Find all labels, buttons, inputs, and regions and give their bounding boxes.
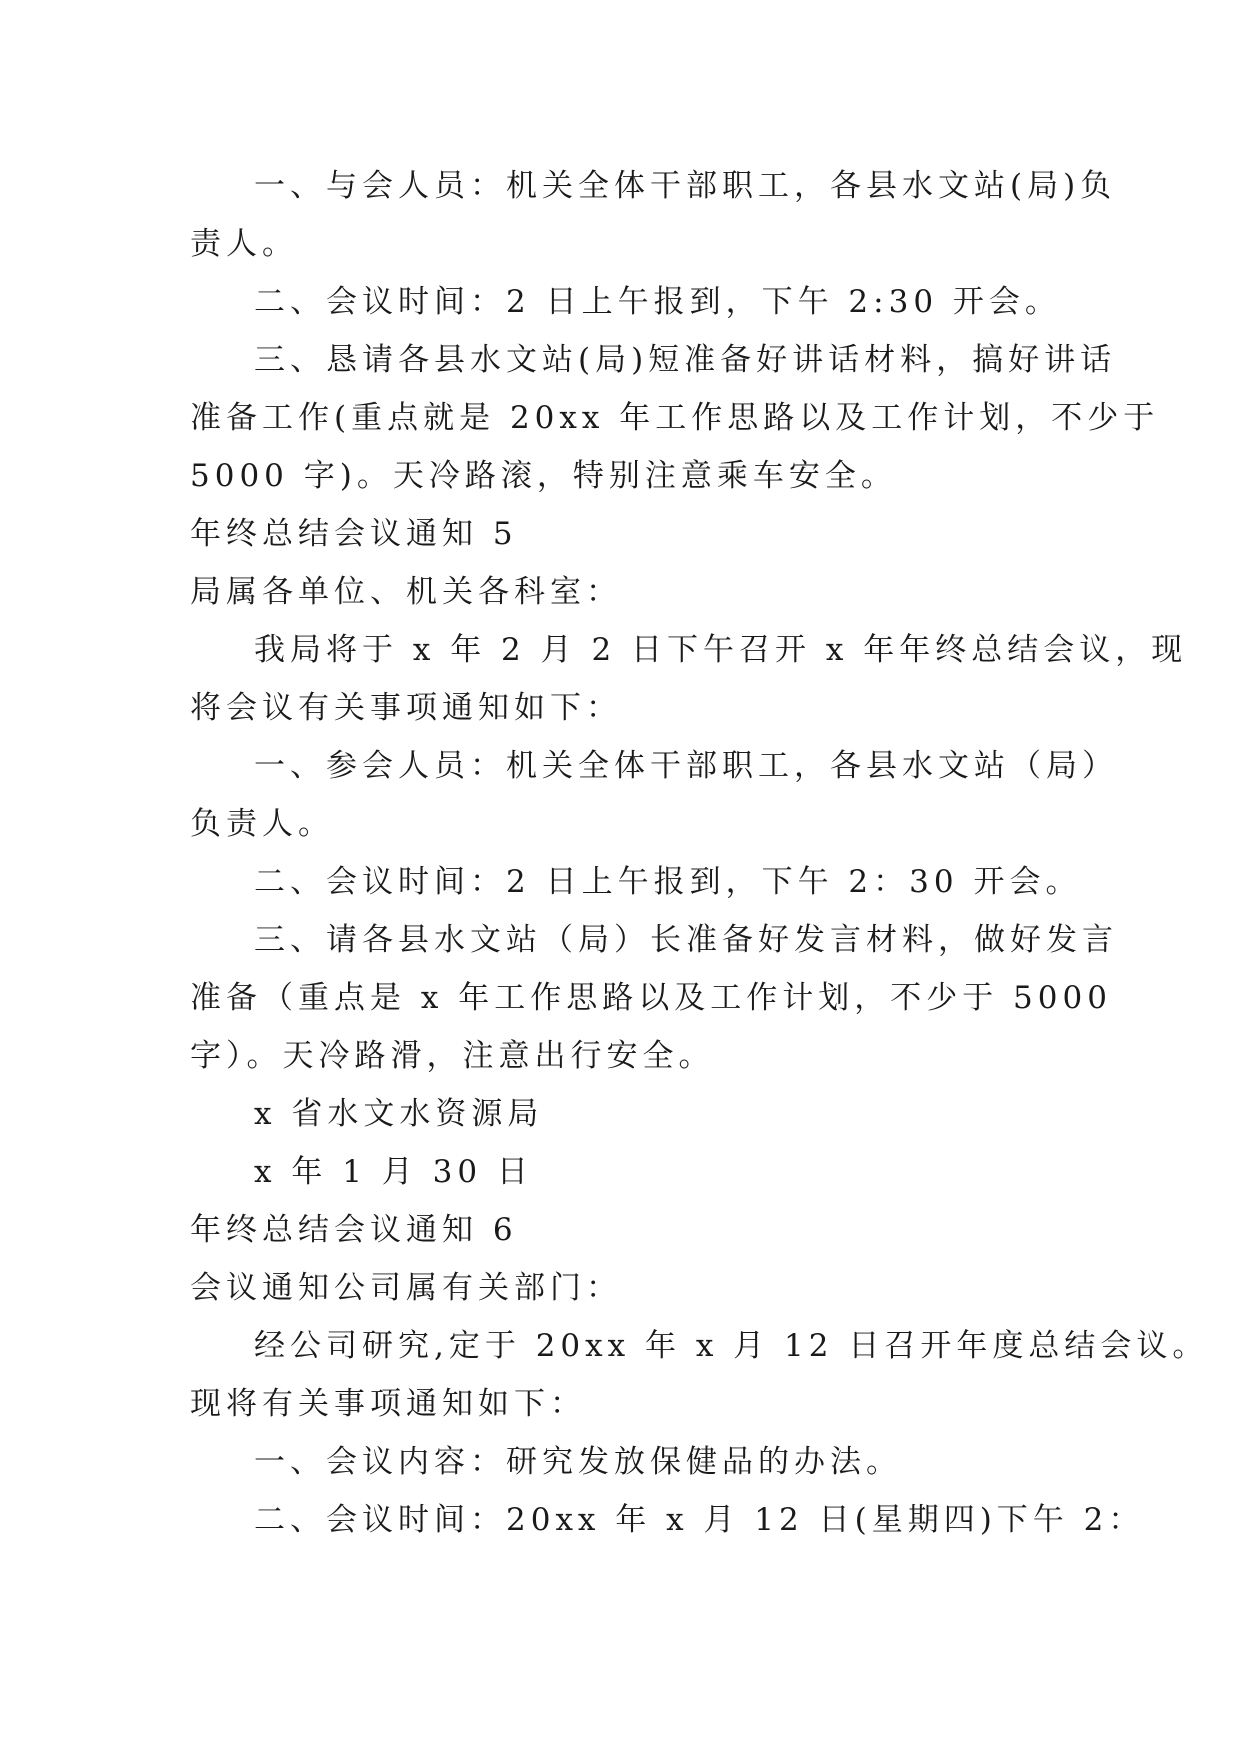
paragraph-line: 将会议有关事项通知如下： xyxy=(190,690,622,726)
paragraph-line: 三、请各县水文站（局）长准备好发言材料，做好发言 xyxy=(254,922,1118,958)
signature-date: x 年 1 月 30 日 xyxy=(254,1154,533,1190)
paragraph-line: 经公司研究,定于 20xx 年 x 月 12 日召开年度总结会议。 xyxy=(254,1328,1209,1364)
paragraph-line: 准备工作(重点就是 20xx 年工作思路以及工作计划，不少于 xyxy=(190,400,1160,436)
paragraph-line: 准备（重点是 x 年工作思路以及工作计划，不少于 5000 xyxy=(190,980,1112,1016)
section-heading: 年终总结会议通知 5 xyxy=(190,516,518,552)
signature-organization: x 省水文水资源局 xyxy=(254,1096,544,1132)
paragraph-line: 负责人。 xyxy=(190,806,334,842)
paragraph-line: 字）。天冷路滑，注意出行安全。 xyxy=(190,1038,715,1074)
paragraph-line: 一、会议内容：研究发放保健品的办法。 xyxy=(254,1444,902,1480)
paragraph-line: 二、会议时间：2 日上午报到，下午 2：30 开会。 xyxy=(254,864,1082,900)
paragraph-line: 一、参会人员：机关全体干部职工，各县水文站（局） xyxy=(254,748,1118,784)
paragraph-line: 三、恳请各县水文站(局)短准备好讲话材料，搞好讲话 xyxy=(254,342,1117,378)
paragraph-line: 5000 字)。天冷路滚，特别注意乘车安全。 xyxy=(190,458,897,494)
paragraph-line: 我局将于 x 年 2 月 2 日下午召开 x 年年终总结会议，现 xyxy=(254,632,1188,668)
addressee-line: 会议通知公司属有关部门： xyxy=(190,1270,622,1306)
paragraph-line: 责人。 xyxy=(190,226,298,262)
section-heading: 年终总结会议通知 6 xyxy=(190,1212,518,1248)
paragraph-line: 二、会议时间：2 日上午报到，下午 2:30 开会。 xyxy=(254,284,1061,320)
addressee-line: 局属各单位、机关各科室： xyxy=(190,574,622,610)
paragraph-line: 二、会议时间：20xx 年 x 月 12 日(星期四)下午 2： xyxy=(254,1502,1145,1538)
paragraph-line: 一、与会人员：机关全体干部职工，各县水文站(局)负 xyxy=(254,168,1117,204)
paragraph-line: 现将有关事项通知如下： xyxy=(190,1386,586,1422)
